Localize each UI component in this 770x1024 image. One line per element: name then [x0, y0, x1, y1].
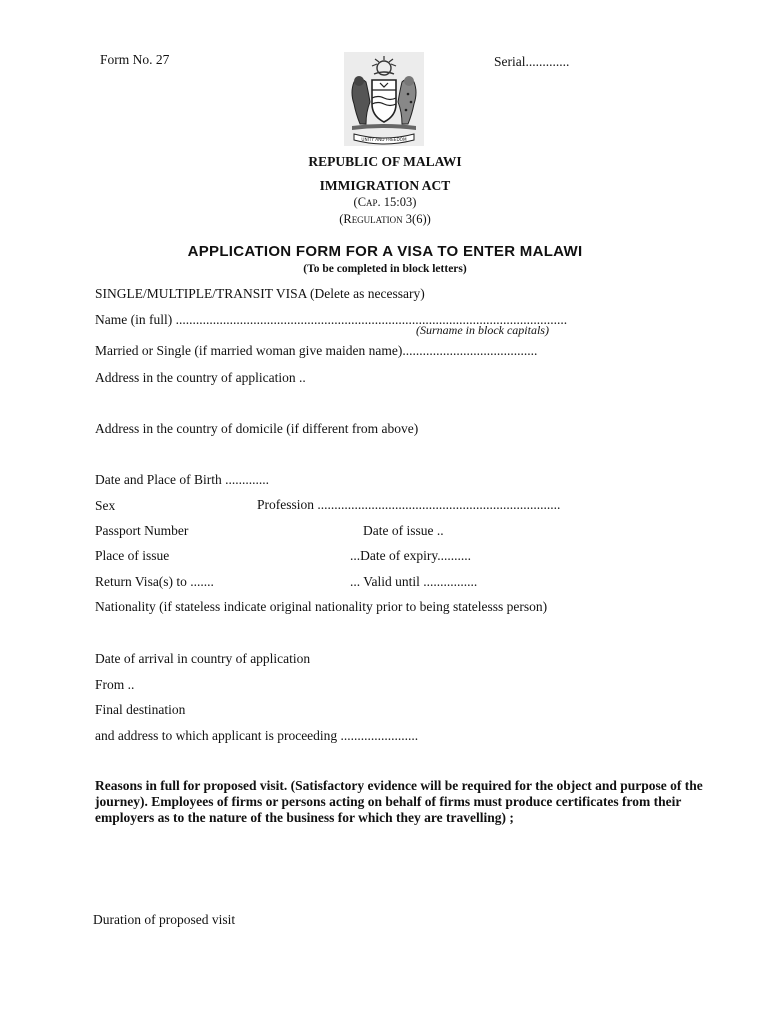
form-number: Form No. 27 — [100, 52, 170, 67]
republic-heading: REPUBLIC OF MALAWI — [308, 154, 462, 169]
svg-text:UNITY AND FREEDOM: UNITY AND FREEDOM — [361, 137, 407, 142]
application-address-field[interactable]: Address in the country of application .. — [95, 370, 306, 385]
proceeding-address-field[interactable]: and address to which applicant is proceeding ....................... — [95, 728, 419, 743]
return-visa-field[interactable]: Return Visa(s) to ....... — [95, 574, 214, 589]
profession-field[interactable]: Profession ........................................................................ — [257, 497, 561, 512]
sex-field[interactable]: Sex — [95, 498, 116, 513]
arrival-date-field[interactable]: Date of arrival in country of application — [95, 651, 311, 666]
name-field[interactable]: Name (in full) .................................................................................................................... — [95, 312, 568, 327]
coat-of-arms-icon — [344, 52, 424, 146]
visa-type-field[interactable]: SINGLE/MULTIPLE/TRANSIT VISA (Delete as necessary) — [95, 286, 425, 301]
act-heading: IMMIGRATION ACT — [319, 178, 451, 193]
from-field[interactable]: From .. — [95, 677, 135, 692]
domicile-address-field[interactable]: Address in the country of domicile (if different from above) — [95, 421, 419, 436]
date-of-expiry-field[interactable]: ...Date of expiry.......... — [350, 548, 471, 563]
regulation-reference: (Regulation 3(6)) — [339, 212, 431, 226]
chapter-reference: (Cap. 15:03) — [353, 195, 417, 209]
surname-note: (Surname in block capitals) — [416, 323, 549, 337]
form-subtitle: (To be completed in block letters) — [303, 263, 467, 275]
reasons-field[interactable]: Reasons in full for proposed visit. (Satisfactory evidence will be required for the object and purpose of the journey). Employees of firms or persons acting on behalf of firms must produce certificates from their employers as to the nature of the business for which they are travelling) ; — [95, 778, 703, 825]
serial-field[interactable]: Serial............. — [494, 54, 570, 69]
marital-status-field[interactable]: Married or Single (if married woman give maiden name)........................................ — [95, 343, 538, 358]
date-of-issue-field[interactable]: Date of issue .. — [363, 523, 444, 538]
form-title: APPLICATION FORM FOR A VISA TO ENTER MALAWI — [187, 243, 583, 260]
duration-field[interactable]: Duration of proposed visit — [93, 912, 236, 927]
valid-until-field[interactable]: ... Valid until ................ — [350, 574, 478, 589]
place-of-issue-field[interactable]: Place of issue — [95, 548, 170, 563]
final-destination-field[interactable]: Final destination — [95, 702, 186, 717]
passport-number-field[interactable]: Passport Number — [95, 523, 189, 538]
birth-field[interactable]: Date and Place of Birth ............. — [95, 472, 269, 487]
nationality-field[interactable]: Nationality (if stateless indicate original nationality prior to being statelesss person) — [95, 599, 548, 614]
